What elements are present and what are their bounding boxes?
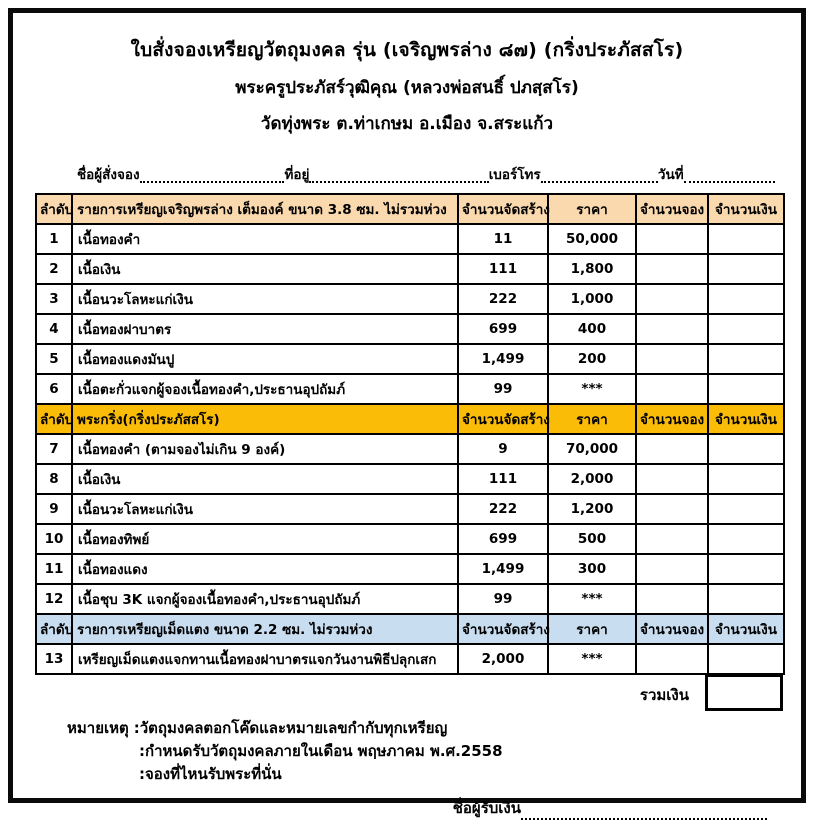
form-content [13, 13, 801, 820]
notes-label: หมายเหตุ [67, 719, 129, 737]
quantity-made-cell: 111 [458, 464, 548, 494]
orderer-info-line [77, 163, 775, 183]
reserve-qty-cell[interactable] [636, 224, 708, 254]
reserve-qty-cell[interactable] [636, 464, 708, 494]
col-header-no: ลำดับ [36, 194, 72, 224]
reserve-qty-cell[interactable] [636, 524, 708, 554]
price-cell: 1,000 [548, 284, 636, 314]
section2-title: พระกริ่ง(กริ่งประภัสสโร) [72, 404, 458, 434]
reserve-qty-cell[interactable] [636, 584, 708, 614]
order-number-cell: 1 [36, 224, 72, 254]
amount-cell[interactable] [708, 434, 784, 464]
order-number-cell: 5 [36, 344, 72, 374]
section3-title: รายการเหรียญเม็ดแตง ขนาด 2.2 ซม. ไม่รวมห่วง [72, 614, 458, 644]
table-row [36, 224, 784, 254]
order-number-cell: 11 [36, 554, 72, 584]
total-row [35, 675, 783, 711]
note-line-1 [67, 717, 781, 740]
receiver-name-blank[interactable] [521, 805, 767, 820]
amount-cell[interactable] [708, 374, 784, 404]
col-header-reserve: จำนวนจอง [636, 194, 708, 224]
table-row [36, 254, 784, 284]
table-row [36, 314, 784, 344]
col-header-amount: จำนวนเงิน [708, 614, 784, 644]
col-header-no: ลำดับ [36, 404, 72, 434]
quantity-made-cell: 699 [458, 524, 548, 554]
price-cell: 200 [548, 344, 636, 374]
quantity-made-cell: 222 [458, 284, 548, 314]
col-header-price: ราคา [548, 194, 636, 224]
quantity-made-cell: 99 [458, 374, 548, 404]
section1-title: รายการเหรียญเจริญพรล่าง เต็มองค์ ขนาด 3.8 ซม. ไม่รวมห่วง [72, 194, 458, 224]
quantity-made-cell: 9 [458, 434, 548, 464]
table-row [36, 644, 784, 674]
phone-label: เบอร์โทร [488, 167, 541, 183]
item-name-cell: เนื้อตะกั่วแจกผู้จองเนื้อทองคำ,ประธานอุปถัมภ์ [72, 374, 458, 404]
amount-cell[interactable] [708, 584, 784, 614]
quantity-made-cell: 222 [458, 494, 548, 524]
reserve-qty-cell[interactable] [636, 344, 708, 374]
quantity-made-cell: 11 [458, 224, 548, 254]
item-name-cell: เนื้อนวะโลหะแก่เงิน [72, 494, 458, 524]
note-text-1: :วัตถุมงคลตอกโค๊ดและหมายเลขกำกับทุกเหรียญ [133, 719, 448, 737]
order-number-cell: 9 [36, 494, 72, 524]
amount-cell[interactable] [708, 314, 784, 344]
amount-cell[interactable] [708, 224, 784, 254]
table-row [36, 374, 784, 404]
quantity-made-cell: 99 [458, 584, 548, 614]
monk-name-line: พระครูประภัสร์วุฒิคุณ (หลวงพ่อสนธิ์ ปภสฺสโร) [235, 78, 579, 98]
col-header-made: จำนวนจัดสร้าง [458, 614, 548, 644]
phone-blank[interactable] [541, 169, 658, 183]
price-cell: *** [548, 644, 636, 674]
address-label: ที่อยู่ [284, 167, 310, 183]
price-cell: 500 [548, 524, 636, 554]
receiver-line [33, 796, 767, 820]
table-row [36, 464, 784, 494]
amount-cell[interactable] [708, 284, 784, 314]
note-line-3: :จองที่ไหนรับพระที่นั่น [139, 765, 282, 783]
order-number-cell: 4 [36, 314, 72, 344]
item-name-cell: เนื้อเงิน [72, 464, 458, 494]
reserve-qty-cell[interactable] [636, 284, 708, 314]
amount-cell[interactable] [708, 644, 784, 674]
amount-cell[interactable] [708, 344, 784, 374]
amount-cell[interactable] [708, 524, 784, 554]
note-line-2: :กำหนดรับวัตถุมงคลภายในเดือน พฤษภาคม พ.ศ.2558 [139, 742, 503, 760]
item-name-cell: เนื้อทองคำ [72, 224, 458, 254]
order-number-cell: 10 [36, 524, 72, 554]
section1-header-row [36, 194, 784, 224]
orderer-name-label: ชื่อผู้สั่งจอง [77, 167, 140, 183]
item-name-cell: เนื้อทองคำ (ตามจองไม่เกิน 9 องค์) [72, 434, 458, 464]
reserve-qty-cell[interactable] [636, 644, 708, 674]
quantity-made-cell: 699 [458, 314, 548, 344]
date-blank[interactable] [684, 169, 775, 183]
price-cell: *** [548, 374, 636, 404]
reserve-qty-cell[interactable] [636, 554, 708, 584]
amount-cell[interactable] [708, 494, 784, 524]
col-header-amount: จำนวนเงิน [708, 194, 784, 224]
item-name-cell: เนื้อชุบ 3K แจกผู้จองเนื้อทองคำ,ประธานอุปถัมภ์ [72, 584, 458, 614]
item-name-cell: เนื้อทองแดง [72, 554, 458, 584]
form-header [33, 35, 781, 137]
page-border-frame [8, 8, 806, 817]
reserve-qty-cell[interactable] [636, 494, 708, 524]
order-number-cell: 6 [36, 374, 72, 404]
reserve-qty-cell[interactable] [636, 434, 708, 464]
item-name-cell: เนื้อทองทิพย์ [72, 524, 458, 554]
price-cell: 2,000 [548, 464, 636, 494]
total-amount-label: รวมเงิน [639, 686, 689, 704]
orderer-name-blank[interactable] [140, 169, 285, 183]
amount-cell[interactable] [708, 254, 784, 284]
order-number-cell: 12 [36, 584, 72, 614]
price-cell: 1,200 [548, 494, 636, 524]
quantity-made-cell: 2,000 [458, 644, 548, 674]
order-number-cell: 2 [36, 254, 72, 284]
col-header-price: ราคา [548, 404, 636, 434]
table-row [36, 434, 784, 464]
table-row [36, 344, 784, 374]
order-table [35, 193, 785, 675]
order-number-cell: 8 [36, 464, 72, 494]
col-header-reserve: จำนวนจอง [636, 614, 708, 644]
col-header-amount: จำนวนเงิน [708, 404, 784, 434]
item-name-cell: เหรียญเม็ดแตงแจกทานเนื้อทองฝาบาตรแจกวันงานพิธีปลุกเสก [72, 644, 458, 674]
quantity-made-cell: 111 [458, 254, 548, 284]
order-number-cell: 7 [36, 434, 72, 464]
price-cell: 1,800 [548, 254, 636, 284]
quantity-made-cell: 1,499 [458, 554, 548, 584]
item-name-cell: เนื้อนวะโลหะแก่เงิน [72, 284, 458, 314]
col-header-no: ลำดับ [36, 614, 72, 644]
section3-header-row [36, 614, 784, 644]
quantity-made-cell: 1,499 [458, 344, 548, 374]
amount-cell[interactable] [708, 464, 784, 494]
item-name-cell: เนื้อทองแดงมันปู [72, 344, 458, 374]
col-header-made: จำนวนจัดสร้าง [458, 194, 548, 224]
table-row [36, 494, 784, 524]
reserve-qty-cell[interactable] [636, 254, 708, 284]
price-cell: 70,000 [548, 434, 636, 464]
amount-cell[interactable] [708, 554, 784, 584]
col-header-reserve: จำนวนจอง [636, 404, 708, 434]
reserve-qty-cell[interactable] [636, 374, 708, 404]
order-number-cell: 3 [36, 284, 72, 314]
temple-address-line: วัดทุ่งพระ ต.ท่าเกษม อ.เมือง จ.สระแก้ว [260, 114, 554, 134]
form-title: ใบสั่งจองเหรียญวัตถุมงคล รุ่น (เจริญพรล่าง ๘๗) (กริ่งประภัสสโร) [130, 39, 684, 61]
total-amount-box[interactable] [705, 675, 783, 711]
col-header-made: จำนวนจัดสร้าง [458, 404, 548, 434]
address-blank[interactable] [309, 169, 488, 183]
date-label: วันที่ [657, 167, 684, 183]
receiver-label: ชื่อผู้รับเงิน [452, 799, 521, 817]
reserve-qty-cell[interactable] [636, 314, 708, 344]
order-number-cell: 13 [36, 644, 72, 674]
col-header-price: ราคา [548, 614, 636, 644]
table-row [36, 554, 784, 584]
price-cell: *** [548, 584, 636, 614]
section2-header-row [36, 404, 784, 434]
price-cell: 300 [548, 554, 636, 584]
table-row [36, 584, 784, 614]
table-row [36, 524, 784, 554]
item-name-cell: เนื้อทองฝาบาตร [72, 314, 458, 344]
price-cell: 50,000 [548, 224, 636, 254]
price-cell: 400 [548, 314, 636, 344]
table-row [36, 284, 784, 314]
notes-block [67, 717, 781, 786]
item-name-cell: เนื้อเงิน [72, 254, 458, 284]
